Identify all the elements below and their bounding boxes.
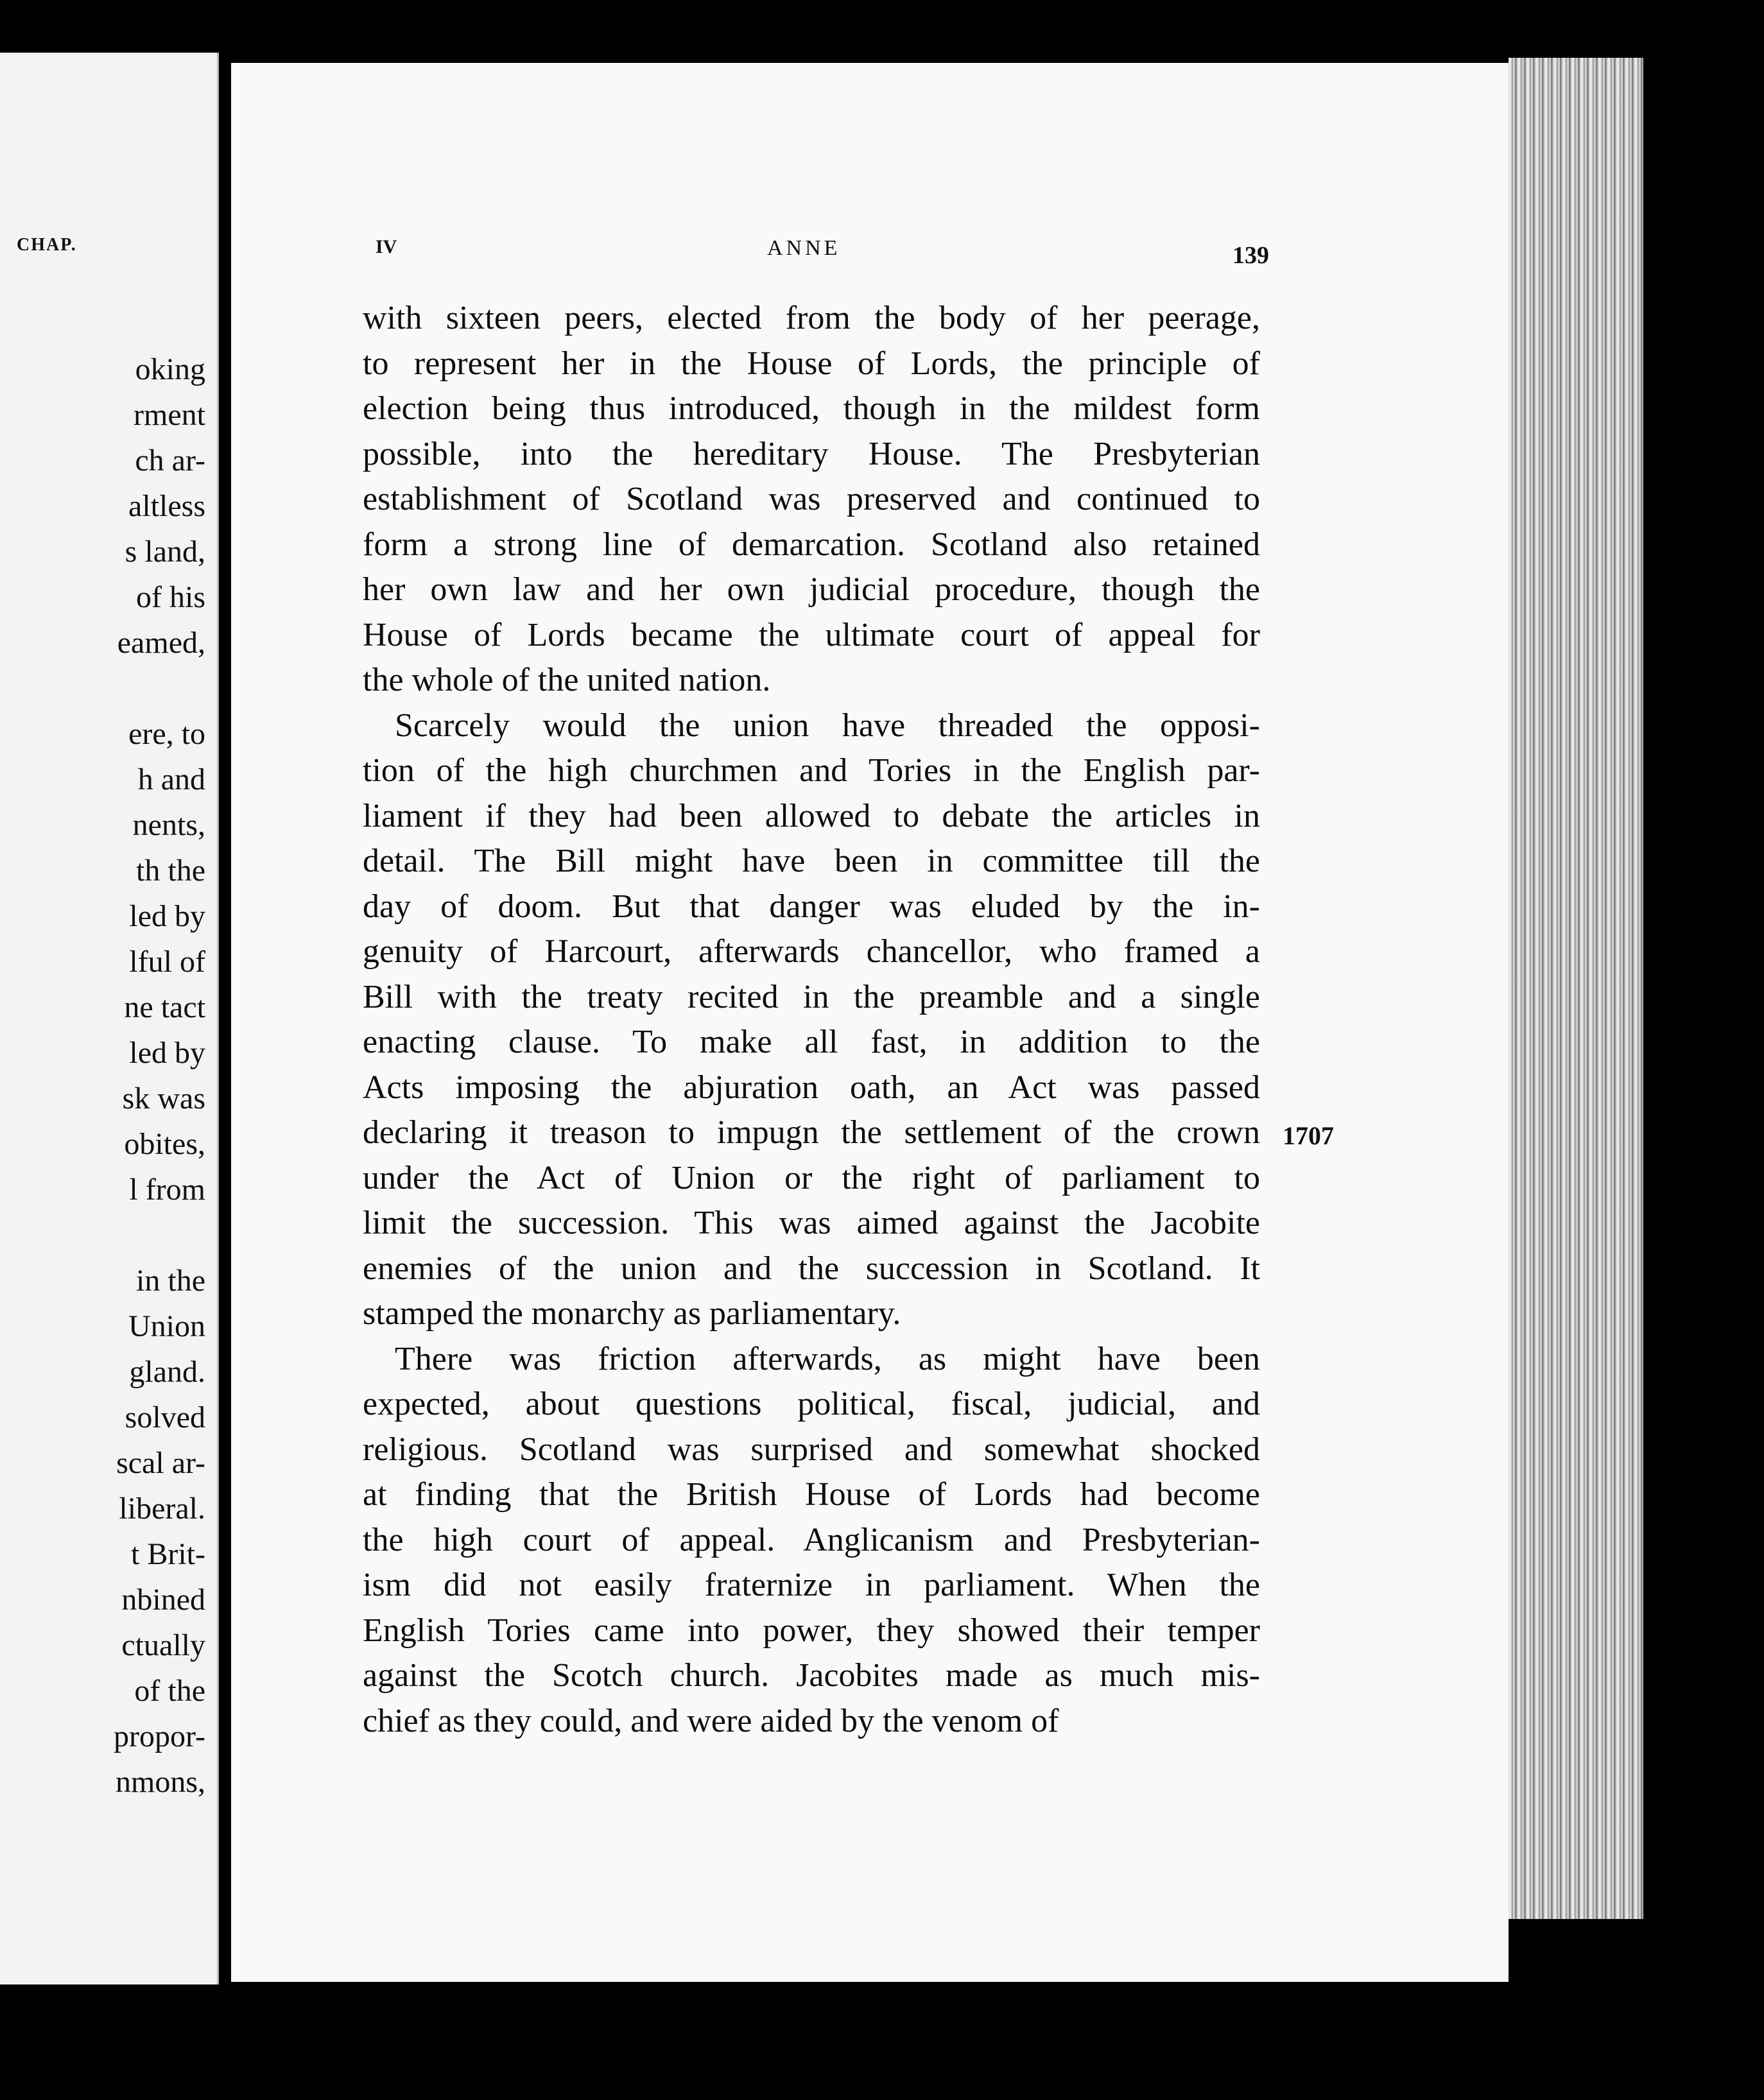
text-line: enemies of the union and the succession in Scotland. It bbox=[363, 1250, 1260, 1287]
page-number: 139 bbox=[1232, 242, 1269, 269]
left-page-line: rment bbox=[134, 398, 205, 432]
left-page-line: led by bbox=[129, 1036, 205, 1070]
left-page-line: ne tact bbox=[124, 990, 205, 1024]
margin-date-note: 1707 bbox=[1283, 1121, 1334, 1150]
paragraph bbox=[363, 296, 1260, 703]
left-page-line: nents, bbox=[132, 808, 205, 842]
text-line: chief as they could, and were aided by the venom of bbox=[363, 1702, 1059, 1739]
left-page-line: s land, bbox=[125, 535, 205, 569]
left-page-line: lful of bbox=[129, 945, 205, 979]
text-line: day of doom. But that danger was eluded by the in- bbox=[363, 888, 1260, 925]
body-text bbox=[363, 296, 1260, 1744]
left-page-line: scal ar- bbox=[116, 1446, 205, 1480]
left-page-line: ere, to bbox=[128, 717, 205, 751]
left-page-line: ctually bbox=[121, 1628, 205, 1662]
text-line: establishment of Scotland was preserved and continued to bbox=[363, 481, 1260, 517]
text-line: There was friction afterwards, as might have been bbox=[395, 1340, 1260, 1377]
left-page-line: sk was bbox=[122, 1081, 205, 1115]
text-line: detail. The Bill might have been in committee till the bbox=[363, 843, 1260, 879]
text-line: expected, about questions political, fiscal, judicial, and bbox=[363, 1386, 1260, 1422]
left-page-line bbox=[0, 1212, 205, 1258]
paragraph bbox=[363, 703, 1260, 1337]
text-line: Scarcely would the union have threaded the opposi- bbox=[395, 707, 1260, 744]
text-line: the high court of appeal. Anglicanism and Presbyterian- bbox=[363, 1521, 1260, 1558]
paragraph bbox=[363, 1337, 1260, 1744]
left-page-line: gland. bbox=[129, 1355, 205, 1389]
running-title: ANNE bbox=[767, 236, 841, 260]
left-page-line: t Brit- bbox=[131, 1537, 205, 1571]
left-page-line: led by bbox=[129, 899, 205, 933]
text-line: English Tories came into power, they showed their temper bbox=[363, 1612, 1260, 1649]
text-line: possible, into the hereditary House. The Presbyterian bbox=[363, 435, 1260, 472]
text-line: the whole of the united nation. bbox=[363, 662, 771, 698]
text-line: genuity of Harcourt, afterwards chancellor, who framed a bbox=[363, 933, 1260, 970]
text-line: Bill with the treaty recited in the preamble and a single bbox=[363, 978, 1260, 1015]
text-line: form a strong line of demarcation. Scotland also retained bbox=[363, 526, 1260, 563]
left-page-line: obites, bbox=[124, 1127, 205, 1161]
left-page-line: th the bbox=[136, 854, 205, 888]
text-line: House of Lords became the ultimate court of appeal for bbox=[363, 616, 1260, 653]
text-line: religious. Scotland was surprised and somewhat shocked bbox=[363, 1431, 1260, 1468]
left-page-fragment bbox=[0, 53, 219, 1984]
chapter-number: IV bbox=[376, 236, 397, 257]
text-line: declaring it treason to impugn the settlement of the crown bbox=[363, 1114, 1260, 1151]
left-chapter-label: CHAP. bbox=[17, 235, 77, 255]
left-page-line: solved bbox=[125, 1400, 205, 1434]
left-page-line bbox=[0, 666, 205, 711]
text-line: enacting clause. To make all fast, in addition to the bbox=[363, 1024, 1260, 1060]
text-line: tion of the high churchmen and Tories in the English par- bbox=[363, 752, 1260, 789]
left-page-line: liberal. bbox=[119, 1492, 205, 1526]
left-page-line: nmons, bbox=[115, 1765, 205, 1799]
left-page-line: nbined bbox=[121, 1583, 205, 1617]
text-line: to represent her in the House of Lords, the principle of bbox=[363, 345, 1260, 382]
text-line: under the Act of Union or the right of parliament to bbox=[363, 1159, 1260, 1196]
left-page-line: of his bbox=[136, 580, 205, 614]
page-block-edges bbox=[1509, 58, 1643, 1919]
running-head bbox=[231, 236, 1509, 275]
left-page-line: propor- bbox=[114, 1719, 205, 1753]
text-line: limit the succession. This was aimed against the Jacobite bbox=[363, 1205, 1260, 1241]
left-page-line: Union bbox=[128, 1309, 205, 1343]
book-page bbox=[231, 63, 1509, 1982]
text-line: election being thus introduced, though in the mildest form bbox=[363, 390, 1260, 427]
text-line: against the Scotch church. Jacobites made as much mis- bbox=[363, 1657, 1260, 1694]
left-page-line: eamed, bbox=[117, 626, 205, 660]
text-line: at finding that the British House of Lords had become bbox=[363, 1476, 1260, 1513]
text-line: her own law and her own judicial procedure, though the bbox=[363, 571, 1260, 608]
text-line: stamped the monarchy as parliamentary. bbox=[363, 1295, 901, 1332]
left-page-line: altless bbox=[128, 489, 205, 523]
text-line: ism did not easily fraternize in parliament. When the bbox=[363, 1567, 1260, 1603]
text-line: liament if they had been allowed to debate the articles in bbox=[363, 797, 1260, 834]
left-page-line: ch ar- bbox=[135, 443, 205, 478]
text-line: Acts imposing the abjuration oath, an Act was passed bbox=[363, 1069, 1260, 1106]
left-page-line: in the bbox=[136, 1264, 205, 1298]
text-line: with sixteen peers, elected from the body of her peerage, bbox=[363, 300, 1260, 336]
left-page-line: h and bbox=[137, 762, 205, 796]
left-page-line: l from bbox=[129, 1173, 205, 1207]
left-page-line: of the bbox=[134, 1674, 205, 1708]
left-page-text bbox=[0, 347, 205, 1805]
left-page-line: oking bbox=[135, 352, 205, 386]
